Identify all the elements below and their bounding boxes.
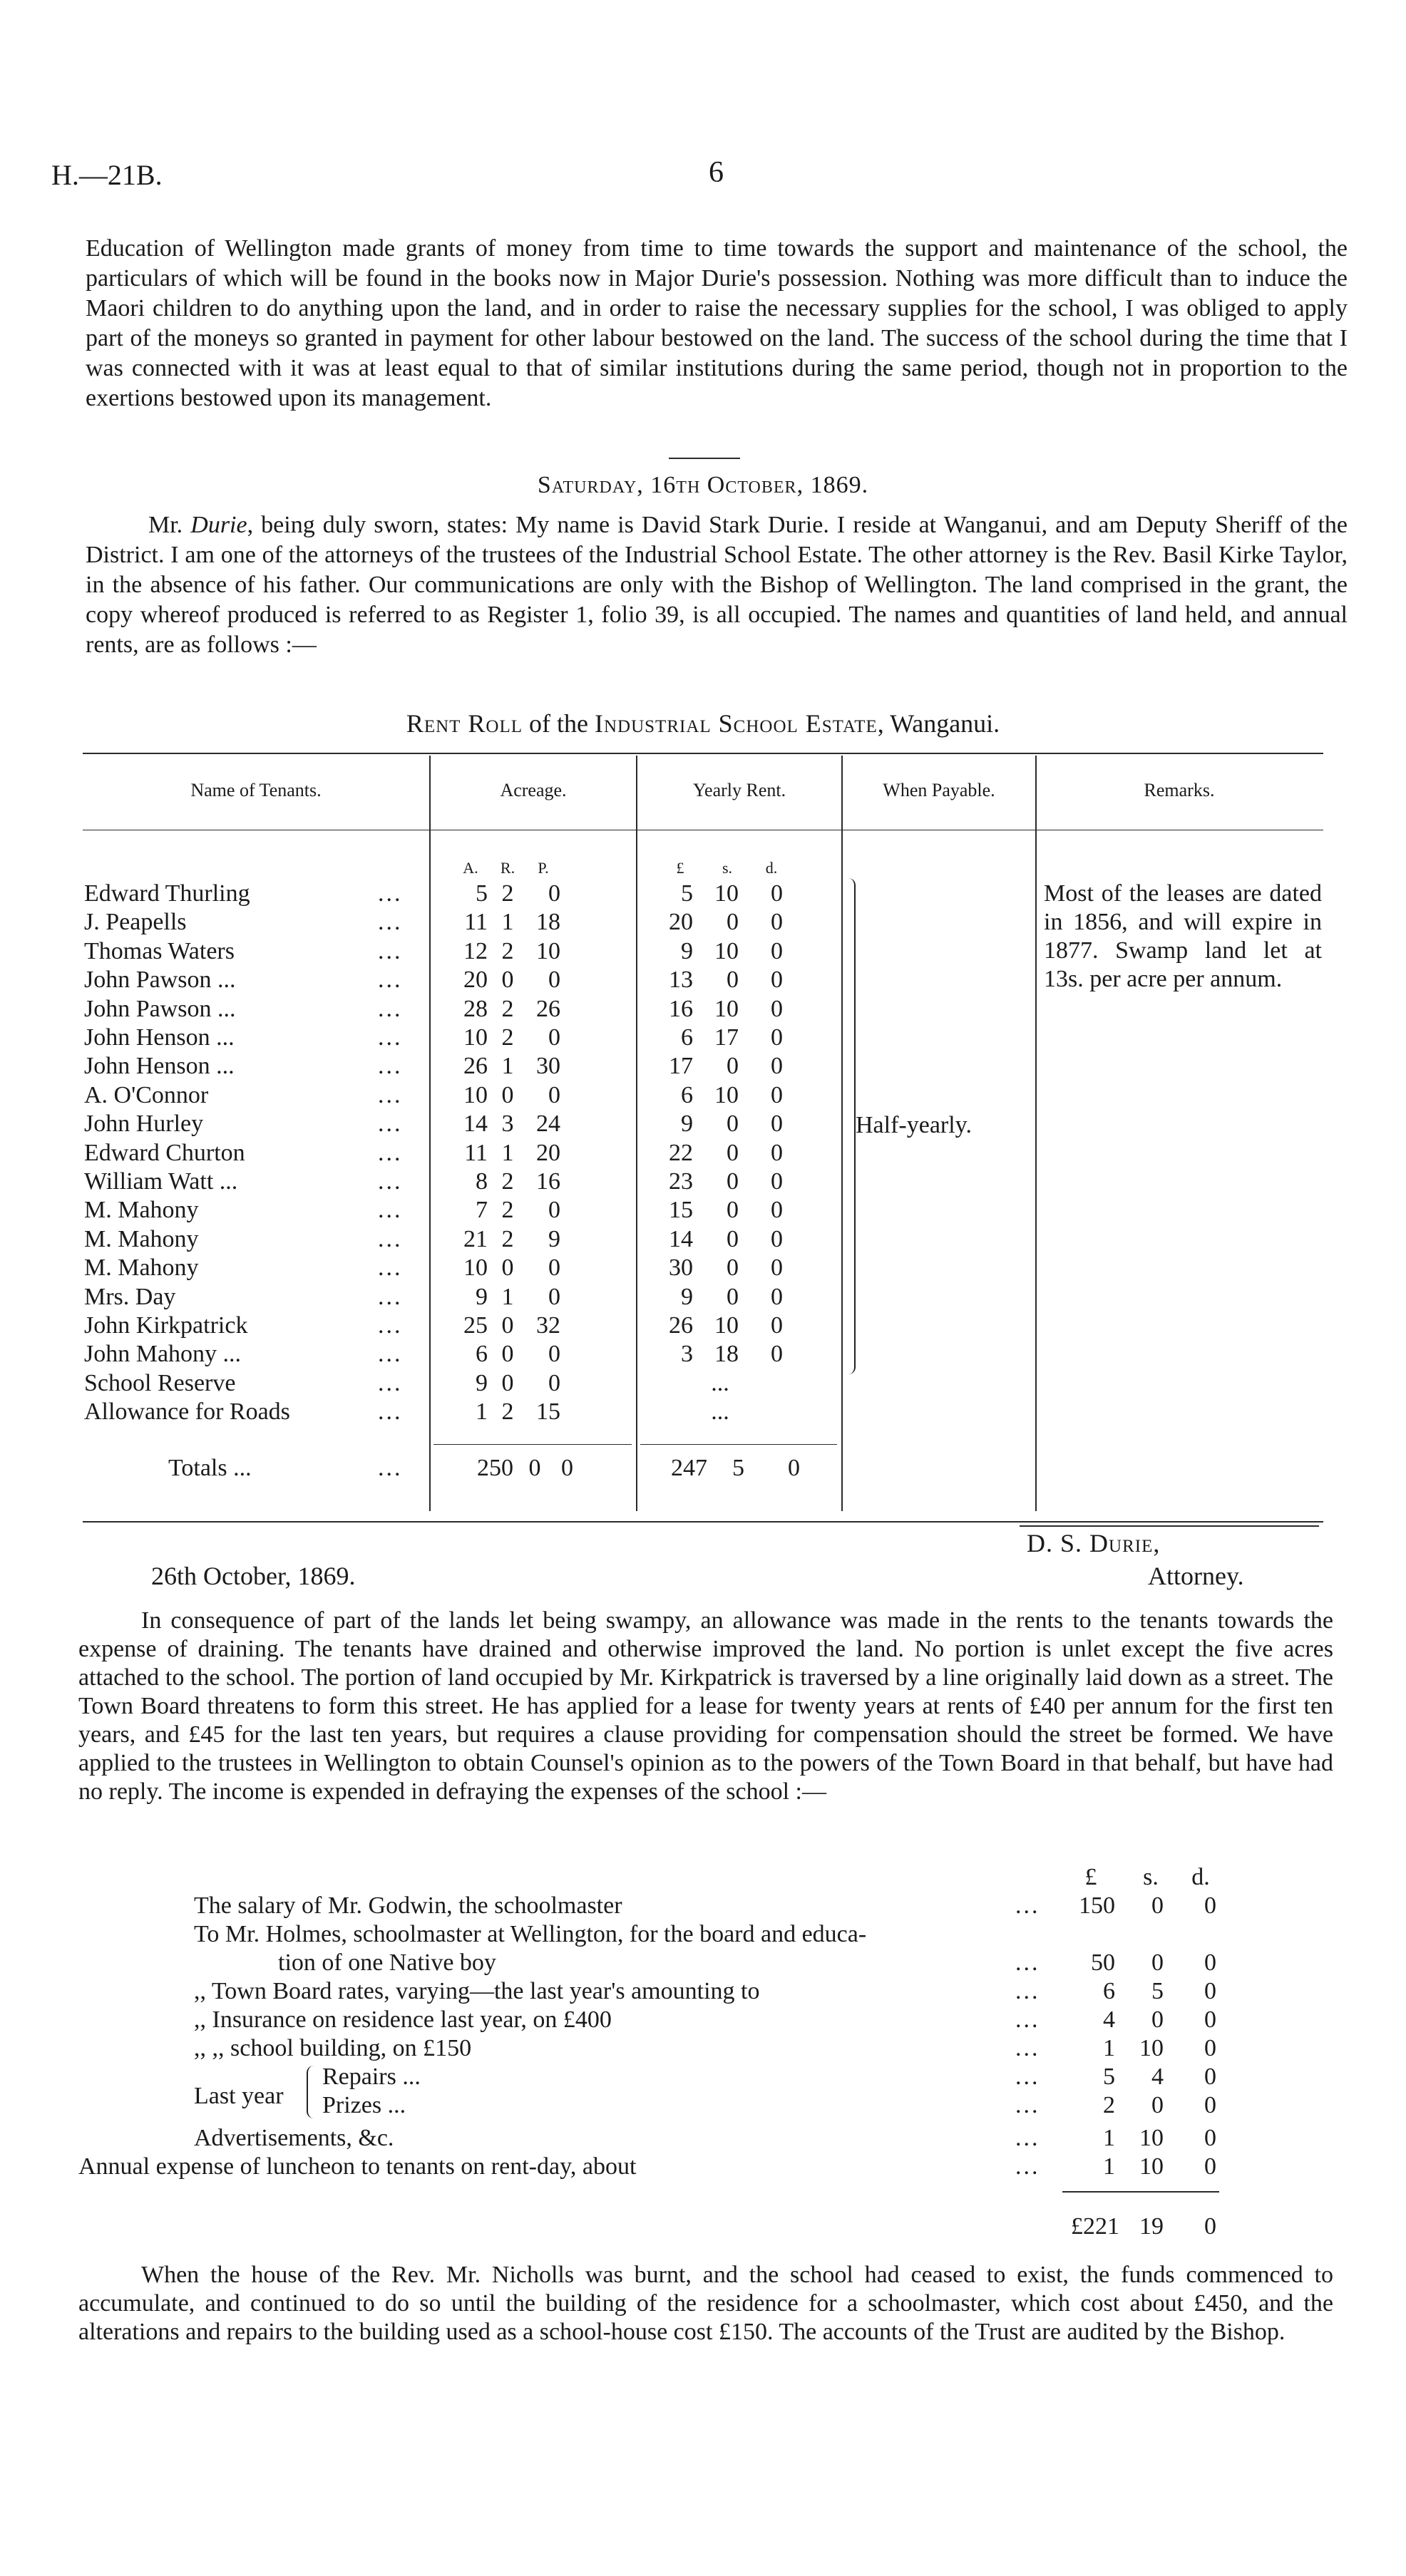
table-top-rule	[83, 753, 1323, 754]
acres: 8	[476, 1168, 488, 1195]
unit-label-pounds: £	[676, 859, 684, 877]
roods: 2	[501, 1024, 514, 1051]
perches: 10	[536, 938, 560, 964]
roods: 2	[501, 1226, 514, 1252]
expense-shillings: 5	[1151, 1978, 1164, 2004]
rent-pounds: 9	[681, 938, 693, 964]
leader-dots: ...	[378, 1053, 403, 1079]
col-divider-4	[1035, 756, 1037, 1511]
roods: 0	[501, 967, 514, 993]
header-name: Name of Tenants.	[190, 780, 322, 800]
tenant-name: Edward Churton	[84, 1140, 245, 1166]
title-part-2: of the	[523, 709, 595, 738]
leader-dots: ...	[378, 909, 403, 935]
expense-label: ,, ,, school building, on £150	[194, 2035, 472, 2061]
expense-pence: 0	[1204, 2006, 1216, 2033]
rent-pence: 0	[771, 967, 783, 993]
expense-pence: 0	[1204, 2092, 1216, 2118]
totals-pence: 0	[788, 1455, 800, 1481]
rent-shillings: 0	[727, 1254, 739, 1281]
perches: 0	[548, 1341, 560, 1367]
expense-label: Prizes ...	[322, 2092, 406, 2118]
leader-dots: ...	[378, 938, 403, 964]
perches: 24	[536, 1111, 560, 1137]
expense-shillings: 4	[1151, 2064, 1164, 2090]
perches: 26	[536, 996, 560, 1022]
tenant-name: Allowance for Roads	[84, 1398, 290, 1425]
tenant-name: John Pawson ...	[84, 996, 236, 1022]
rent-pence: 0	[771, 909, 783, 935]
expense-label: Annual expense of luncheon to tenants on rent-day, about	[78, 2153, 637, 2180]
expense-pence: 0	[1204, 2035, 1216, 2061]
roods: 0	[501, 1312, 514, 1339]
leader-dots: ...	[1015, 2092, 1040, 2118]
expense-shillings: 0	[1151, 1949, 1164, 1976]
testimony-paragraph	[86, 510, 1348, 660]
totals-perches: 0	[561, 1455, 573, 1481]
acres: 9	[476, 1370, 488, 1396]
signature-name: D. S. Durie,	[1027, 1529, 1161, 1557]
rent-shillings: 0	[727, 1140, 739, 1166]
col-divider-2	[636, 756, 637, 1511]
tenant-name: John Kirkpatrick	[84, 1312, 248, 1339]
perches: 0	[548, 880, 560, 907]
title-part-1: Rent Roll	[406, 709, 523, 738]
expense-label: To Mr. Holmes, schoolmaster at Wellington, for the board and educa-	[194, 1921, 867, 1947]
header-pounds: £	[1084, 1864, 1097, 1890]
roods: 2	[501, 1398, 514, 1425]
roods: 2	[501, 1197, 514, 1223]
rent-pence: 0	[771, 996, 783, 1022]
leader-dots: ...	[1015, 2125, 1040, 2151]
rent-shillings: 0	[727, 1226, 739, 1252]
rent-pounds: 15	[669, 1197, 693, 1223]
tenant-name: John Henson ...	[84, 1024, 235, 1051]
expense-pounds: 150	[1079, 1892, 1115, 1919]
brace-bracket	[844, 878, 856, 1374]
rent-shillings: 0	[727, 1168, 739, 1195]
rent-pounds: 6	[681, 1082, 693, 1108]
table-bottom-rule	[83, 1521, 1323, 1523]
rent-shillings: 0	[727, 909, 739, 935]
expenses-total-pence: 0	[1204, 2213, 1216, 2240]
perches: 0	[548, 967, 560, 993]
leader-dots: ...	[378, 880, 403, 907]
last-year-label: Last year	[194, 2083, 284, 2109]
signature-title: Attorney.	[1148, 1562, 1244, 1590]
acres: 10	[463, 1082, 488, 1108]
unit-label-p: P.	[538, 859, 549, 877]
roods: 2	[501, 1168, 514, 1195]
tenant-name: J. Peapells	[84, 909, 187, 935]
expense-label: ,, Insurance on residence last year, on £400	[194, 2006, 612, 2033]
expense-label: ,, Town Board rates, varying—the last year's amounting to	[194, 1978, 760, 2004]
date-heading: Saturday, 16th October, 1869.	[537, 472, 869, 498]
rent-shillings: 10	[714, 938, 739, 964]
acres: 6	[476, 1341, 488, 1367]
roods: 0	[501, 1082, 514, 1108]
perches: 9	[548, 1226, 560, 1252]
roods: 2	[501, 880, 514, 907]
rent-pounds: 9	[681, 1111, 693, 1137]
expense-pounds: 50	[1091, 1949, 1115, 1976]
rent-shillings: 0	[727, 1284, 739, 1310]
tenant-name: M. Mahony	[84, 1197, 199, 1223]
expense-pounds: 2	[1103, 2092, 1115, 2118]
roods: 0	[501, 1254, 514, 1281]
rent-pence: 0	[771, 938, 783, 964]
rent-pence: 0	[771, 880, 783, 907]
leader-dots: ...	[1015, 1978, 1040, 2004]
leader-dots: ...	[378, 996, 403, 1022]
remarks-text: Most of the leases are dated in 1856, and will expire in 1877. Swamp land let at 13s. per acre per annum.	[1044, 880, 1322, 992]
roods: 1	[501, 1140, 514, 1166]
perches: 15	[536, 1398, 560, 1425]
acres: 9	[476, 1284, 488, 1310]
acres: 11	[464, 1140, 488, 1166]
perches: 30	[536, 1053, 560, 1079]
expense-shillings: 0	[1151, 2006, 1164, 2033]
leader-dots: ...	[378, 1226, 403, 1252]
acres: 25	[463, 1312, 488, 1339]
col-divider-1	[429, 756, 431, 1511]
perches: 0	[548, 1197, 560, 1223]
tenant-name: M. Mahony	[84, 1254, 199, 1281]
expense-pence: 0	[1204, 1892, 1216, 1919]
totals-rule-acreage	[433, 1444, 632, 1445]
tenant-name: School Reserve	[84, 1370, 236, 1396]
rent-pence: 0	[771, 1226, 783, 1252]
expense-pounds: 4	[1103, 2006, 1115, 2033]
intro-paragraph: Education of Wellington made grants of money from time to time towards the support and maintenance of the school, the particulars of which will be found in the books now in Major Durie's possession. Nothing was more difficult than to induce the Maori children to do anything upon the land, and in order to raise the necessary supplies for the school, I was obliged to apply part of the moneys so granted in payment for other labour bestowed on the land. The success of the school during the time that I was connected with it was at least equal to that of similar institutions during the same period, though not in proportion to the exertions bestowed upon its management.	[86, 235, 1348, 411]
acres: 10	[463, 1024, 488, 1051]
rent-pounds: 22	[669, 1140, 693, 1166]
header-remarks: Remarks.	[1144, 780, 1215, 800]
leader-dots: ...	[378, 1370, 403, 1396]
signature-date: 26th October, 1869.	[151, 1562, 356, 1590]
prefix: Mr.	[148, 512, 191, 538]
roods: 0	[501, 1341, 514, 1367]
expense-pounds: 5	[1103, 2064, 1115, 2090]
expense-pence: 0	[1204, 2153, 1216, 2180]
tenant-name: William Watt ...	[84, 1168, 238, 1195]
tenant-name: John Henson ...	[84, 1053, 235, 1079]
tenant-name: Mrs. Day	[84, 1284, 176, 1310]
perches: 0	[548, 1024, 560, 1051]
rent-pence: 0	[771, 1024, 783, 1051]
rent-shillings: 0	[727, 1053, 739, 1079]
roods: 1	[501, 909, 514, 935]
roods: 1	[501, 1284, 514, 1310]
acres: 11	[464, 909, 488, 935]
rent-pounds: 3	[681, 1341, 693, 1367]
expense-shillings: 10	[1139, 2035, 1164, 2061]
page-number: 6	[709, 156, 724, 189]
expense-shillings: 10	[1139, 2153, 1164, 2180]
rent-shillings: 10	[714, 996, 739, 1022]
leader-dots: ...	[378, 967, 403, 993]
rent-pounds: 17	[669, 1053, 693, 1079]
acres: 5	[476, 880, 488, 907]
leader-dots: ...	[1015, 2153, 1040, 2180]
expense-shillings: 10	[1139, 2125, 1164, 2151]
rent-pence: 0	[771, 1082, 783, 1108]
acres: 7	[476, 1197, 488, 1223]
acres: 14	[463, 1111, 488, 1137]
short-rule	[669, 458, 740, 459]
tenant-name: John Pawson ...	[84, 967, 236, 993]
rent-pence: 0	[771, 1197, 783, 1223]
rent-pence: 0	[771, 1168, 783, 1195]
header-shillings: s.	[1143, 1864, 1159, 1890]
leader-dots: ...	[378, 1341, 403, 1367]
perches: 16	[536, 1168, 560, 1195]
signature-rule	[1020, 1525, 1319, 1527]
lands-paragraph: In consequence of part of the lands let being swampy, an allowance was made in the rents to the tenants towards the expense of draining. The tenants have drained and otherwise improved the land. No portion is unlet except the five acres attached to the school. The portion of land occupied by Mr. Kirkpatrick is traversed by a line originally laid down as a street. The Town Board threatens to form this street. He has applied for a lease for twenty years at rents of £40 per annum for the first ten years, and £45 for the last ten years, but requires a clause providing for compensation should the street be formed. We have applied to the trustees in Wellington to obtain Counsel's opinion as to the powers of the Town Board in that behalf, but have had no reply. The income is expended in defraying the expenses of the school :—	[78, 1607, 1333, 1805]
header-acreage: Acreage.	[500, 780, 567, 800]
totals-acres: 250	[477, 1455, 513, 1481]
perches: 32	[536, 1312, 560, 1339]
tenant-name: M. Mahony	[84, 1226, 199, 1252]
totals-label: Totals ...	[168, 1455, 252, 1481]
expense-pounds: 6	[1103, 1978, 1115, 2004]
leader-dots: ...	[1015, 2006, 1040, 2033]
title-part-3: Industrial School Estate	[595, 709, 878, 738]
acres: 12	[463, 938, 488, 964]
rent-pence: 0	[771, 1111, 783, 1137]
expense-pounds: 1	[1103, 2035, 1115, 2061]
perches: 0	[548, 1370, 560, 1396]
acres: 26	[463, 1053, 488, 1079]
payable-text: Half-yearly.	[856, 1112, 972, 1138]
testimony-text: , being duly sworn, states: My name is David Stark Durie. I reside at Wanganui, and am Deputy Sheriff of the District. I am one of the attorneys of the trustees of the Industrial School Estate. The other attorney is the Rev. Basil Kirke Taylor, in the absence of his father. Our communications are only with the Bishop of Wellington. The land comprised in the grant, the copy whereof produced is referred to as Register 1, folio 39, is all occupied. The names and quantities of land held, and annual rents, are as follows :—	[86, 512, 1348, 658]
expense-label: The salary of Mr. Godwin, the schoolmaster	[194, 1892, 622, 1919]
table-title	[0, 709, 1406, 738]
rent-shillings: 18	[714, 1341, 739, 1367]
page-code: H.—21B.	[51, 159, 163, 191]
unit-label-pence: d.	[765, 859, 778, 877]
acres: 20	[463, 967, 488, 993]
leader-dots: ...	[1015, 2035, 1040, 2061]
rent-pence: 0	[771, 1341, 783, 1367]
leader-dots: ...	[378, 1024, 403, 1051]
expense-pence: 0	[1204, 1978, 1216, 2004]
leader-dots: ...	[378, 1312, 403, 1339]
header-pence: d.	[1191, 1864, 1210, 1890]
acres: 10	[463, 1254, 488, 1281]
leader-dots: ...	[378, 1254, 403, 1281]
header-payable: When Payable.	[883, 780, 995, 800]
totals-shillings: 5	[732, 1455, 744, 1481]
expense-pounds: 1	[1103, 2153, 1115, 2180]
perches: 0	[548, 1284, 560, 1310]
leader-dots: ...	[378, 1140, 403, 1166]
acres: 1	[476, 1398, 488, 1425]
rent-pence: 0	[771, 1284, 783, 1310]
rent-pounds: 16	[669, 996, 693, 1022]
rent-pence: 0	[771, 1312, 783, 1339]
perches: 0	[548, 1082, 560, 1108]
roods: 0	[501, 1370, 514, 1396]
expense-pounds: 1	[1103, 2125, 1115, 2151]
rent-pounds: 20	[669, 909, 693, 935]
closing-paragraph: When the house of the Rev. Mr. Nicholls was burnt, and the school had ceased to exist, the funds commenced to accumulate, and continued to do so until the building of the residence for a schoolmaster, which cost about £450, and the alterations and repairs to the building used as a school-house cost £150. The accounts of the Trust are audited by the Bishop.	[78, 2262, 1333, 2345]
witness-name: Durie	[190, 512, 247, 538]
tenant-name: Edward Thurling	[84, 880, 250, 907]
title-part-4: , Wanganui.	[877, 709, 1000, 738]
tenant-name: Thomas Waters	[84, 938, 235, 964]
totals-roods: 0	[528, 1455, 541, 1481]
tenant-name: A. O'Connor	[84, 1082, 209, 1108]
leader-dots: ...	[1015, 1949, 1040, 1976]
expense-pence: 0	[1204, 2125, 1216, 2151]
totals-rule-rent	[640, 1444, 837, 1445]
rent-shillings: 10	[714, 1312, 739, 1339]
header-rent: Yearly Rent.	[692, 780, 786, 800]
rent-pounds: 14	[669, 1226, 693, 1252]
leader-dots: ...	[378, 1284, 403, 1310]
rent-pounds: 9	[681, 1284, 693, 1310]
expense-shillings: 0	[1151, 1892, 1164, 1919]
rent-shillings: 0	[727, 967, 739, 993]
rent-shillings: 17	[714, 1024, 739, 1051]
tenant-name: John Hurley	[84, 1111, 204, 1137]
rent-pounds: 26	[669, 1312, 693, 1339]
rent-pounds: 5	[681, 880, 693, 907]
expenses-total-pounds: £221	[1071, 2213, 1119, 2240]
acres: 21	[463, 1226, 488, 1252]
expense-label: Repairs ...	[322, 2064, 421, 2090]
rent-pounds: ...	[711, 1398, 729, 1425]
unit-label-shillings: s.	[722, 859, 733, 877]
expense-label: tion of one Native boy	[278, 1949, 496, 1976]
col-divider-3	[841, 756, 843, 1511]
leader-dots: ...	[1015, 1892, 1040, 1919]
expense-pence: 0	[1204, 1949, 1216, 1976]
perches: 20	[536, 1140, 560, 1166]
rent-pounds: 23	[669, 1168, 693, 1195]
rent-pounds: ...	[711, 1370, 729, 1396]
rent-shillings: 0	[727, 1111, 739, 1137]
unit-label-r: R.	[500, 859, 515, 877]
rent-shillings: 10	[714, 880, 739, 907]
expenses-total-rule	[1062, 2191, 1219, 2193]
rent-pounds: 30	[669, 1254, 693, 1281]
perches: 0	[548, 1254, 560, 1281]
rent-pence: 0	[771, 1254, 783, 1281]
leader-dots: ...	[378, 1398, 403, 1425]
expenses-total-shillings: 19	[1139, 2213, 1164, 2240]
leader-dots: ...	[378, 1168, 403, 1195]
roods: 1	[501, 1053, 514, 1079]
expense-label: Advertisements, &c.	[194, 2125, 394, 2151]
leader-dots: ...	[378, 1082, 403, 1108]
tenant-name: John Mahony ...	[84, 1341, 242, 1367]
rent-pence: 0	[771, 1053, 783, 1079]
rent-pounds: 6	[681, 1024, 693, 1051]
roods: 2	[501, 996, 514, 1022]
expense-pence: 0	[1204, 2064, 1216, 2090]
rent-pence: 0	[771, 1140, 783, 1166]
leader-dots: ...	[1015, 2064, 1040, 2090]
rent-pounds: 13	[669, 967, 693, 993]
leader-dots: ...	[378, 1455, 403, 1481]
totals-pounds: 247	[671, 1455, 707, 1481]
leader-dots: ...	[378, 1197, 403, 1223]
roods: 3	[501, 1111, 514, 1137]
last-year-brace	[307, 2066, 317, 2118]
roods: 2	[501, 938, 514, 964]
expense-shillings: 0	[1151, 2092, 1164, 2118]
unit-label-a: A.	[463, 859, 478, 877]
acres: 28	[463, 996, 488, 1022]
perches: 18	[536, 909, 560, 935]
rent-shillings: 0	[727, 1197, 739, 1223]
leader-dots: ...	[378, 1111, 403, 1137]
rent-shillings: 10	[714, 1082, 739, 1108]
